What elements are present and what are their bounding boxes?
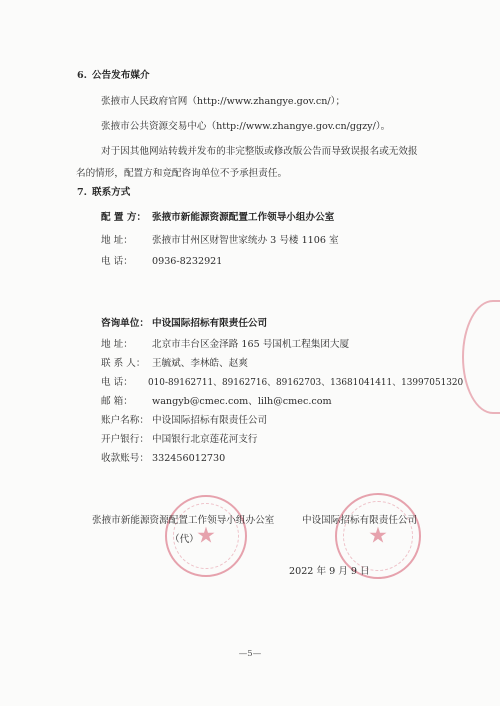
consulting-address-label: 地 址：: [101, 339, 133, 350]
consulting-email: wangyb@cmec.com、lilh@cmec.com: [152, 396, 332, 407]
config-phone: 0936-8232921: [152, 256, 223, 267]
consulting-email-label: 邮 箱：: [101, 396, 133, 407]
config-phone-label: 电 话：: [101, 256, 133, 267]
signature-date: 2022 年 9 月 9 日: [289, 566, 370, 577]
consulting-contact-label: 联 系 人：: [101, 358, 146, 369]
account-no-label: 收款账号：: [101, 453, 149, 464]
account-no: 332456012730: [152, 453, 226, 464]
config-address: 张掖市甘州区财智世家统办 3 号楼 1106 室: [152, 235, 339, 246]
consulting-phone-label: 电 话：: [101, 377, 133, 388]
page-number: —5—: [238, 649, 262, 659]
section-6-heading: 公告发布媒介: [92, 70, 150, 81]
media-disclaimer-line-1: 对于因其他网站转载并发布的非完整版或修改版公告而导致误报名或无效报: [101, 146, 418, 157]
config-address-label: 地 址：: [101, 235, 133, 246]
right-seal-star-icon: ★: [368, 523, 388, 549]
media-line-1: 张掖市人民政府官网（http://www.zhangye.gov.cn/）；: [101, 96, 346, 107]
media-disclaimer-line-2: 名的情形，配置方和竞配咨询单位不予承担责任。: [76, 168, 288, 179]
account-name: 中设国际招标有限责任公司: [152, 415, 268, 426]
consulting-contact: 王毓斌、李林皓、赵爽: [152, 358, 248, 369]
section-7-number: 7.: [77, 187, 88, 198]
bank: 中国银行北京莲花河支行: [152, 434, 258, 445]
consulting-name: 中设国际招标有限责任公司: [152, 318, 268, 329]
bank-label: 开户银行：: [101, 434, 149, 445]
config-party-name: 张掖市新能源资源配置工作领导小组办公室: [152, 212, 335, 223]
media-line-2: 张掖市公共资源交易中心（http://www.zhangye.gov.cn/ggzy/）。: [101, 121, 391, 132]
consulting-label: 咨询单位：: [101, 318, 149, 329]
section-6-number: 6.: [77, 70, 88, 81]
signature-left-sub: （代）: [170, 534, 199, 545]
signature-left-org: 张掖市新能源资源配置工作领导小组办公室: [92, 515, 275, 526]
consulting-address: 北京市丰台区金泽路 165 号国机工程集团大厦: [152, 339, 350, 350]
left-seal-star-icon: ★: [196, 523, 216, 549]
consulting-phone: 010-89162711、89162716、89162703、13681041411、13997051320: [148, 378, 464, 388]
edge-seal-fragment: [462, 300, 500, 414]
account-name-label: 账户名称：: [101, 415, 149, 426]
signature-right-org: 中设国际招标有限责任公司: [302, 515, 418, 526]
config-party-label: 配 置 方：: [101, 212, 147, 223]
section-7-heading: 联系方式: [92, 187, 131, 198]
